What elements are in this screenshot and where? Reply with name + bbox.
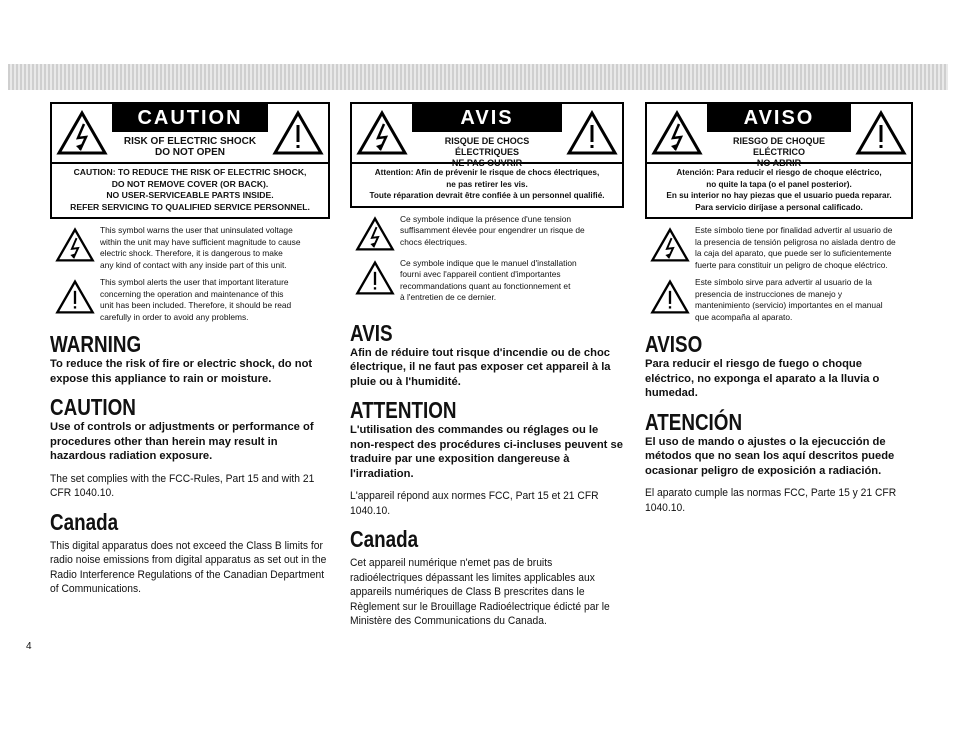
attention-text: L'utilisation des commandes ou réglages ou le non-respect des procédures ci-incluses peuvent se traduire par une exposition dangereuse à l'irradiation. bbox=[350, 424, 623, 480]
aviso-banner: AVISO bbox=[707, 104, 851, 132]
note-line: mantenimiento (servicio) importantes en el manual bbox=[695, 300, 883, 310]
exclamation-triangle-icon bbox=[350, 258, 400, 296]
risk-line: NO ABRIR bbox=[756, 158, 802, 168]
avis-text: Afin de réduire tout risque d'incendie ou de choc électrique, il ne faut pas exposer cet appareil à la pluie ou à l'humidité. bbox=[350, 346, 611, 388]
exclamation-triangle-icon bbox=[50, 277, 100, 315]
note-line: Este símbolo sirve para advertir al usuario de la bbox=[695, 277, 872, 287]
exclamation-symbol-note bbox=[50, 277, 330, 323]
exclamation-symbol-note bbox=[350, 258, 624, 304]
box-line: En su interior no hay piezas que el usuario pueda reparar. bbox=[666, 191, 892, 200]
risk-line: RISK OF ELECTRIC SHOCK bbox=[123, 136, 257, 147]
caution-heading: CAUTION bbox=[50, 394, 136, 420]
page-number: 4 bbox=[26, 641, 32, 652]
note-line: à l'entretien de ce dernier. bbox=[400, 292, 497, 302]
risk-line: RIESGO DE CHOQUE ELÉCTRICO bbox=[732, 136, 825, 157]
box-line: DO NOT REMOVE COVER (OR BACK). bbox=[111, 178, 269, 189]
warning-heading: WARNING bbox=[50, 331, 142, 357]
canada-text: Cet appareil numérique n'emet pas de bruits radioélectriques dépassant les limites applicables aux appareils numériques de Class B prescrites dans le Règlement sur le Brouillage Radioélectrique édicté par le Ministère des Communications du Canada. bbox=[350, 557, 610, 627]
box-line: REFER SERVICING TO QUALIFIED SERVICE PERSONNEL. bbox=[70, 201, 310, 212]
aviso-heading: AVISO bbox=[645, 331, 703, 357]
note-line: electric shock. Therefore, it is dangerous to make bbox=[100, 248, 283, 258]
canada-heading: Canada bbox=[350, 526, 419, 552]
note-line: fuerte para constituir un peligro de choque eléctrico. bbox=[695, 259, 888, 270]
note-line: This symbol warns the user that uninsulated voltage bbox=[100, 225, 293, 235]
note-line: unit has been included. Therefore, it should be read bbox=[100, 300, 292, 310]
fcc-text: El aparato cumple las normas FCC, Parte 15 y 21 CFR 1040.10. bbox=[645, 487, 897, 514]
note-line: la presencia de tensión peligrosa no aislada dentro de bbox=[695, 236, 896, 247]
note-line: recommandations quant au fonctionnement et bbox=[400, 280, 571, 291]
avis-box bbox=[350, 102, 624, 208]
note-line: Este símbolo tiene por finalidad advertir al usuario de bbox=[695, 225, 893, 235]
note-line: la caja del aparato, que puede ser lo suficientemente bbox=[695, 248, 892, 258]
box-line: Atención: Para reducir el riesgo de choque eléctrico, bbox=[676, 168, 882, 177]
note-line: que acompaña al aparato. bbox=[695, 311, 793, 322]
avis-box-text bbox=[352, 164, 622, 206]
lightning-triangle-icon bbox=[350, 214, 400, 252]
exclamation-triangle-icon bbox=[268, 104, 328, 162]
atencion-text: El uso de mando o ajustes o la ejecucción de métodos que no sean los aquí descritos puede ocasionar peligro de exposición a radiación. bbox=[645, 435, 895, 477]
warning-text: To reduce the risk of fire or electric shock, do not expose this appliance to rain or moisture. bbox=[50, 358, 313, 385]
lightning-triangle-icon bbox=[647, 104, 707, 162]
caution-box-text bbox=[52, 164, 328, 217]
note-line: fourni avec l'appareil contient d'importantes bbox=[400, 269, 561, 279]
canada-heading: Canada bbox=[50, 508, 119, 535]
lightning-triangle-icon bbox=[50, 225, 100, 263]
aviso-text: Para reducir el riesgo de fuego o choque eléctrico, no exponga el aparato a la lluvia o humedad. bbox=[645, 358, 880, 399]
caution-box bbox=[50, 102, 330, 219]
box-line: Para servicio diríjase a personal calificado. bbox=[695, 202, 863, 212]
exclamation-triangle-icon bbox=[851, 104, 911, 162]
spanish-column bbox=[645, 102, 913, 515]
lightning-symbol-note bbox=[645, 225, 913, 271]
fcc-text: L'appareil répond aux normes FCC, Part 15 et 21 CFR 1040.10. bbox=[350, 490, 599, 517]
aviso-box-text bbox=[647, 164, 911, 217]
note-line: concerning the operation and maintenance of this bbox=[100, 288, 284, 299]
risk-line: RISQUE DE CHOCS ÉLECTRIQUES bbox=[444, 136, 530, 157]
risk-line: NE PAS OUVRIR bbox=[451, 158, 523, 168]
note-line: presencia de instrucciones de manejo y bbox=[695, 288, 843, 299]
avis-banner: AVIS bbox=[412, 104, 562, 132]
fcc-text: The set complies with the FCC-Rules, Part 15 and with 21 CFR 1040.10. bbox=[50, 472, 315, 499]
box-line: NO USER-SERVICEABLE PARTS INSIDE. bbox=[106, 190, 274, 200]
box-line: Attention: Afin de prévenir le risque de chocs électriques, bbox=[374, 168, 600, 177]
exclamation-triangle-icon bbox=[645, 277, 695, 315]
note-line: This symbol alerts the user that important literature bbox=[100, 277, 289, 287]
atencion-heading: ATENCIÓN bbox=[645, 408, 743, 435]
avis-heading: AVIS bbox=[350, 319, 393, 346]
exclamation-symbol-note bbox=[645, 277, 913, 323]
risk-line: DO NOT OPEN bbox=[154, 147, 225, 158]
aviso-box bbox=[645, 102, 913, 219]
lightning-triangle-icon bbox=[352, 104, 412, 162]
note-line: within the unit may have sufficient magnitude to cause bbox=[100, 236, 301, 247]
lightning-triangle-icon bbox=[645, 225, 695, 263]
note-line: Ce symbole indique que le manuel d'installation bbox=[400, 257, 577, 268]
box-line: no quite la tapa (o el panel posterior). bbox=[706, 179, 852, 189]
note-line: Ce symbole indique la présence d'une tension bbox=[400, 213, 572, 224]
lightning-triangle-icon bbox=[52, 104, 112, 162]
canada-text: This digital apparatus does not exceed the Class B limits for radio noise emissions from digital apparatus as set out in the Radio Interference Regulations of the Canadian Department of Communications. bbox=[50, 539, 327, 595]
attention-heading: ATTENTION bbox=[350, 397, 457, 423]
box-line: Toute réparation devrait être confiée à un personnel qualifié. bbox=[369, 191, 605, 200]
english-column bbox=[50, 102, 330, 597]
french-column bbox=[350, 102, 624, 629]
caution-text: Use of controls or adjustments or performance of procedures other than herein may result in hazardous radiation exposure. bbox=[50, 421, 314, 462]
box-line: CAUTION: TO REDUCE THE RISK OF ELECTRIC SHOCK, bbox=[73, 167, 307, 177]
note-line: carefully in order to avoid any problems. bbox=[100, 311, 249, 322]
header-band bbox=[8, 64, 948, 90]
note-line: suffisamment élevée pour engendrer un risque de bbox=[400, 225, 585, 235]
caution-banner: CAUTION bbox=[112, 104, 268, 132]
exclamation-triangle-icon bbox=[562, 104, 622, 162]
box-line: ne pas retirer les vis. bbox=[446, 179, 528, 189]
note-line: chocs électriques. bbox=[400, 236, 468, 247]
lightning-symbol-note bbox=[50, 225, 330, 271]
note-line: any kind of contact with any inside part of this unit. bbox=[100, 259, 287, 270]
lightning-symbol-note bbox=[350, 214, 624, 252]
